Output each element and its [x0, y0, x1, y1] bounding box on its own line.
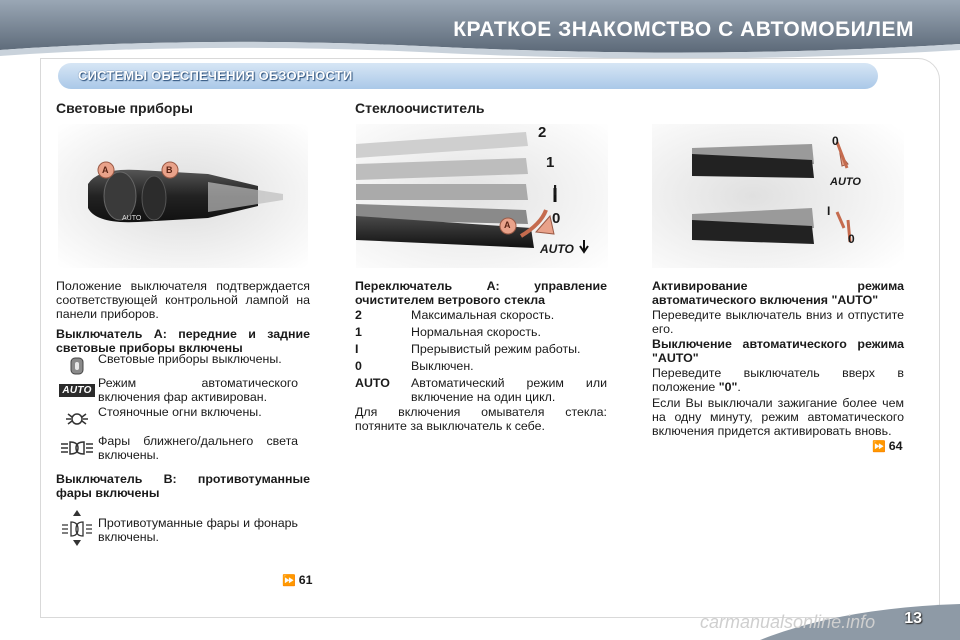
wiper-heading: Стеклоочиститель — [355, 100, 485, 116]
section-title: СИСТЕМЫ ОБЕСПЕЧЕНИЯ ОБЗОРНОСТИ — [78, 68, 353, 83]
auto-photo-label-0-bottom: 0 — [848, 232, 855, 246]
state-row-parking — [56, 405, 310, 433]
state-text-auto: Режим автоматического включения фар активирован. — [98, 376, 298, 404]
state-text-parking: Стояночные огни включены. — [98, 405, 262, 419]
wiper-label-0: 0 — [552, 210, 561, 227]
wiper-label-auto: AUTO — [540, 242, 574, 256]
parking-lights-icon — [56, 405, 98, 433]
headlights-icon — [56, 434, 98, 462]
wiper-item-1: 1 Нормальная скорость. — [355, 325, 541, 339]
photo-label-a: A — [102, 165, 109, 175]
page-title: КРАТКОЕ ЗНАКОМСТВО С АВТОМОБИЛЕМ — [453, 18, 914, 41]
wiper-switch-title: Переключатель A: управление очистителем ветрового стекла — [355, 279, 607, 307]
ignition-text: Если Вы выключали зажигание более чем на одну минуту, режим автоматического включения придется активировать вновь. — [652, 396, 904, 438]
page-number: 13 — [904, 610, 922, 627]
wiper-item-0: 0 Выключен. — [355, 359, 474, 373]
fog-text: Противотуманные фары и фонарь включены. — [98, 516, 298, 544]
fog-row — [56, 508, 310, 548]
wiper-auto-photo — [652, 124, 904, 268]
wiper-label-a: A — [504, 220, 511, 230]
auto-deactivate-title: Выключение автоматического режима "AUTO" — [652, 337, 904, 365]
watermark: carmanualsonline.info — [700, 612, 876, 632]
auto-activate-text: Переведите выключатель вниз и отпустите его. — [652, 308, 904, 336]
switch-a-title: Выключатель A: передние и задние световые приборы включены — [56, 327, 310, 355]
lighting-intro-text: Положение выключателя подтверждается соответствующей контрольной лампой на панели приборов. — [56, 279, 310, 321]
auto-photo-label-auto: AUTO — [830, 176, 861, 188]
state-row-auto — [56, 376, 310, 404]
lighting-stalk-photo — [58, 124, 308, 268]
state-row-headlights — [56, 434, 310, 462]
state-text-headlights: Фары ближнего/дальнего света включены. — [98, 434, 298, 462]
wiper-label-interval: I — [553, 182, 558, 199]
washer-text: Для включения омывателя стекла: потяните за выключатель к себе. — [355, 405, 607, 433]
auto-activate-title: Активирование режима автоматического включения "AUTO" — [652, 279, 904, 307]
wiper-label-1: 1 — [546, 154, 555, 171]
auto-photo-label-interval: I — [827, 204, 831, 218]
photo-label-b: B — [166, 165, 173, 175]
lighting-heading: Световые приборы — [56, 100, 193, 116]
reference-link-61[interactable]: ⏩ 61 — [282, 573, 313, 587]
auto-deactivate-text: Переведите выключатель вверх в положение "0". — [652, 366, 904, 394]
switch-b-title: Выключатель B: противотуманные фары включены — [56, 472, 310, 500]
double-arrow-icon: ⏩ — [872, 441, 886, 453]
auto-photo-label-0-top: 0 — [832, 134, 839, 148]
wiper-stalk-photo — [356, 124, 608, 268]
wiper-label-2: 2 — [538, 124, 547, 141]
state-text-off: Световые приборы выключены. — [98, 352, 282, 366]
photo-label-auto: AUTO — [122, 215, 142, 222]
wiper-item-auto: AUTO Автоматический режим или включение на один цикл. — [355, 376, 607, 404]
wiper-item-2: 2 Максимальная скорость. — [355, 308, 555, 322]
header-bar — [0, 0, 960, 62]
auto-badge-icon: AUTO — [56, 376, 98, 404]
double-arrow-icon: ⏩ — [282, 575, 296, 587]
fog-lights-icon — [56, 508, 98, 548]
wiper-item-interval: I Прерывистый режим работы. — [355, 342, 581, 356]
reference-link-64[interactable]: ⏩ 64 — [872, 439, 903, 453]
